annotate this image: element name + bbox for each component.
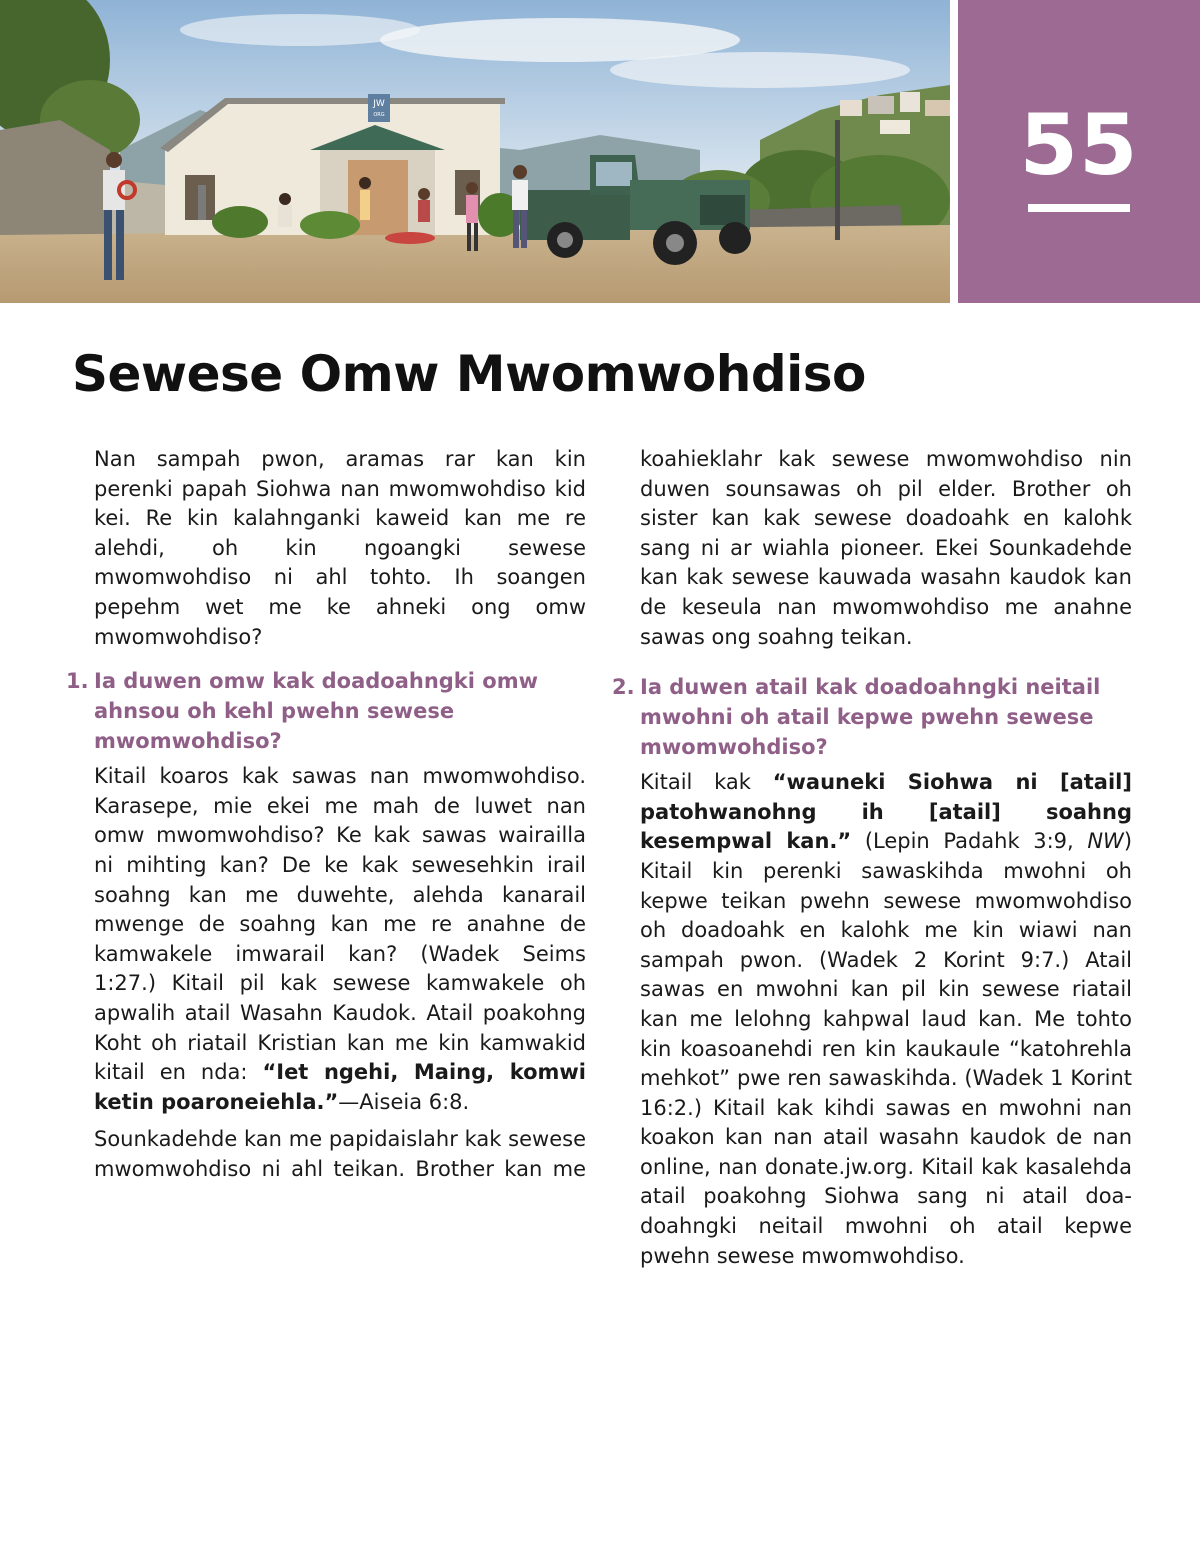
left-column bbox=[66, 445, 587, 1192]
question-1 bbox=[66, 666, 586, 756]
right-column-content bbox=[612, 445, 1133, 1279]
question-2 bbox=[612, 672, 1132, 762]
section-2-paragraph-1 bbox=[640, 768, 1132, 1271]
question-1-number: 1. bbox=[66, 669, 89, 694]
lesson-number: 55 bbox=[1019, 96, 1139, 194]
lesson-number-box bbox=[958, 0, 1200, 303]
kingdom-hall-photo bbox=[0, 0, 950, 303]
section-2-p1-b: (Lepin Padahk 3:9, bbox=[851, 829, 1088, 854]
jw-sign-line1: JW bbox=[373, 99, 385, 109]
section-2-p1-c: ) Kitail kin perenki sawaskihda mwohni oh kepwe teikan pwehn sewese mwomwohdiso oh doadoahk en kalohk me kin wiawi nan sampah pwon. (Wadek 2 Korint 9:7.) Atail sawas en mwohni kan pil kin sewese riatail kan me lelohng kahpwal laud kan. Me tohto kin koasoanehdi ren kin kaukaule “katohrehla mehkot” pwe ren sawaskihda. (Wadek 1 Korint 16:2.) Kitail kak kihdi sawas en mwohni nan koakon kan nan atail wasahn kaudok de nan online, nan donate.jw.org. Kitail kak kasalehda atail poakohng Siohwa sang ni atail doadoahngki neitail mwohni oh atail kepwe pwehn sewese mwomwohdiso. bbox=[640, 829, 1133, 1268]
header-photo bbox=[0, 0, 950, 303]
section-2-p1-a: Kitail kak bbox=[640, 770, 773, 795]
lesson-number-underline bbox=[1028, 204, 1130, 212]
jw-sign-line2: ORG bbox=[373, 112, 385, 118]
section-1-paragraph-2: Sounkadehde kan me papidaislahr kak sewese mwomwohdiso ni ahl teikan. Brother kan me bbox=[94, 1127, 586, 1181]
page-title: Sewese Omw Mwomwohdiso bbox=[72, 345, 866, 403]
section-1-paragraph-2-continued: koahieklahr kak sewese mwomwohdiso nin duwen sounsawas oh pil elder. Brother oh sister kan kak sewese doadoahk en kalohk sang ni ar wiahla pioneer. Ekei Sounkadehde kan kak sewese kauwada wasahn kaudok kan de keseula nan mwomwohdiso me anahne sawas ong soahng teikan. bbox=[640, 447, 1132, 649]
scripture-quote-proverbs: “wauneki Siohwa ni [atail] patohwanohng ih [atail] soahng kesempwal kan.” bbox=[640, 770, 1132, 854]
question-2-number: 2. bbox=[612, 675, 635, 700]
intro-paragraph: Nan sampah pwon, aramas rar kan kin perenki papah Siohwa nan mwomwohdiso kid kei. Re kin kalahnganki kaweid kan me re alehdi, oh kin ngoangki sewese mwomwohdiso ni ahl tohto. Ih soangen pepehm wet me ke ahneki ong omw mwomwohdiso? bbox=[94, 447, 586, 649]
scripture-reference-isaiah: —Aiseia 6:8. bbox=[338, 1089, 470, 1114]
section-1-p1-text: Kitail koaros kak sawas nan mwomwohdiso. Karasepe, mie ekei me mah de luwet nan omw mwomwohdiso? Ke kak sawas wairailla ni mihting kan? De ke kak sewesehkin irail soahng kan me duwehte, alehda kanarail mwenge de soahng kan me re anahne de kamwakele imwarail kan? (Wadek Seims 1:27.) Kitail pil kak sewese kamwakele oh apwalih atail Wasahn Kaudok. Atail poakohng Koht oh riatail Kristian kan me kin kamwakid kitail en nda: bbox=[94, 764, 586, 1085]
question-1-text: Ia duwen omw kak doadoahngki omw ahnsou oh kehl pwehn sewese mwomwohdiso? bbox=[94, 669, 538, 754]
question-2-text: Ia duwen atail kak doadoahngki neitail mwohni oh atail kepwe pwehn sewese mwomwohdiso? bbox=[640, 675, 1101, 760]
nw-abbreviation: NW bbox=[1087, 829, 1124, 854]
scripture-quote-isaiah: “Iet ngehi, Maing, komwi ketin poaroneiehla.” bbox=[94, 1060, 587, 1114]
section-1-paragraph-1 bbox=[94, 762, 586, 1117]
